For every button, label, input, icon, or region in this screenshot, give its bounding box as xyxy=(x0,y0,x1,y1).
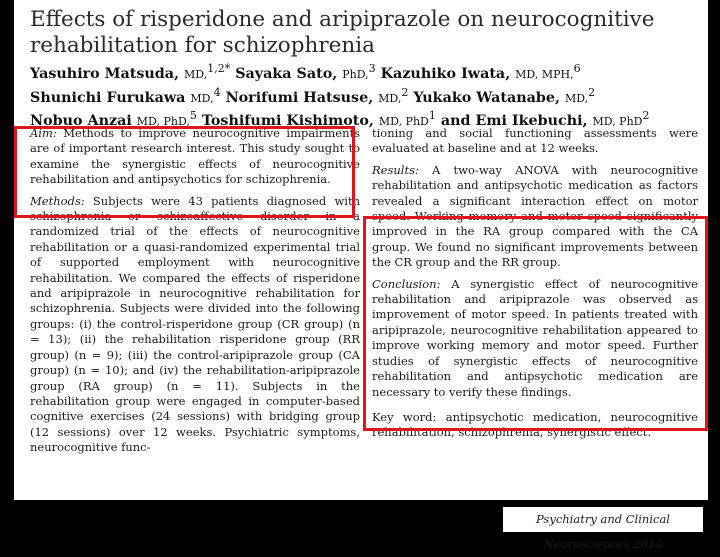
conclusion-label: Conclusion: xyxy=(372,276,441,291)
conclusion-text: A synergistic effect of neurocognitive rehabilitation and aripiprazole was observed as improvement of motor speed. In patients treated with aripiprazole, neurocognitive rehabilitation appeared to improve working memory and motor speed. Further studies of synergistic effects of neurocognitive rehabilitation and antipsychotic medication are necessary to verify these findings. xyxy=(372,276,698,399)
methods-label: Methods: xyxy=(30,193,85,208)
methods-continued: tioning and social functioning assessments were evaluated at baseline and at 12 weeks. xyxy=(372,126,698,156)
results-label: Results: xyxy=(372,162,419,177)
aim-text: Methods to improve neurocognitive impairments are of important research interest. This study sought to examine the synergistic effects of neurocognitive rehabilitation and antipsychotics for schizophrenia. xyxy=(30,126,361,187)
paper-title: Effects of risperidone and aripiprazole on neurocognitive rehabilitation for schizophrenia xyxy=(30,7,655,58)
keyword-text: antipsychotic medication, neurocognitive rehabilitation, schizophrenia, synergistic effect. xyxy=(372,409,698,440)
author-5: Norifumi Hatsuse, MD,$^2$ xyxy=(225,85,409,106)
author-2: Sayaka Sato, PhD,$^3$ xyxy=(235,62,376,82)
results-highlight-box xyxy=(363,216,708,431)
aim-highlight-box xyxy=(14,126,355,218)
keyword-label: Key word: xyxy=(372,409,437,424)
journal-source: Psychiatry and Clinical Neurosciences 2014 xyxy=(503,507,703,532)
author-list xyxy=(30,60,700,131)
results-text: A two-way ANOVA with neurocognitive rehabilitation and antipsychotic medication as factors revealed a significant interaction effect on motor speed. Working memory and motor speed significantly improved in the RA group compared with the CA group. We found no significant improvements between the CR group and the RR group. xyxy=(372,162,698,270)
methods-paragraph xyxy=(30,194,360,456)
author-8: Toshifumi Kishimoto, MD, PhD$^1$ xyxy=(201,109,436,130)
aim-label: Aim: xyxy=(30,126,57,140)
author-3: Kazuhiko Iwata, MD, MPH,$^6$ xyxy=(380,62,581,82)
author-4: Shunichi Furukawa MD,$^4$ xyxy=(30,85,221,106)
methods-text: Subjects were 43 patients diagnosed with schizophrenia or schizoaffective disorder in a randomized trial of the effects of neurocognitive rehabilitation or a quasi-randomized experimental trial of supported employment with neurocognitive rehabilitation. We compared the effects of risperidone and aripiprazole in neurocognitive rehabilitation for schizophrenia. Subjects were divided into the following groups: (i) the control-risperidone group (CR group) (n = 13); (ii) the rehabilitation risperidone group (RR group) (n = 9); (iii) the control-aripiprazole group (CA group) (n = 10); and (iv) the rehabilitation-aripiprazole group (RA group) (n = 11). Subjects in the rehabilitation group were engaged in computer-based cognitive exercises (24 sessions) with bridging group (12 sessions) over 12 weeks. Psychiatric symptoms, neurocognitive func- xyxy=(30,193,360,455)
author-7: Nobuo Anzai MD, PhD,$^5$ xyxy=(30,109,197,130)
author-6: Yukako Watanabe, MD,$^2$ xyxy=(413,85,596,106)
author-9: and Emi Ikebuchi, MD, PhD$^2$ xyxy=(440,109,650,130)
author-1: Yasuhiro Matsuda, MD,$^{1,2*}$ xyxy=(30,62,231,82)
